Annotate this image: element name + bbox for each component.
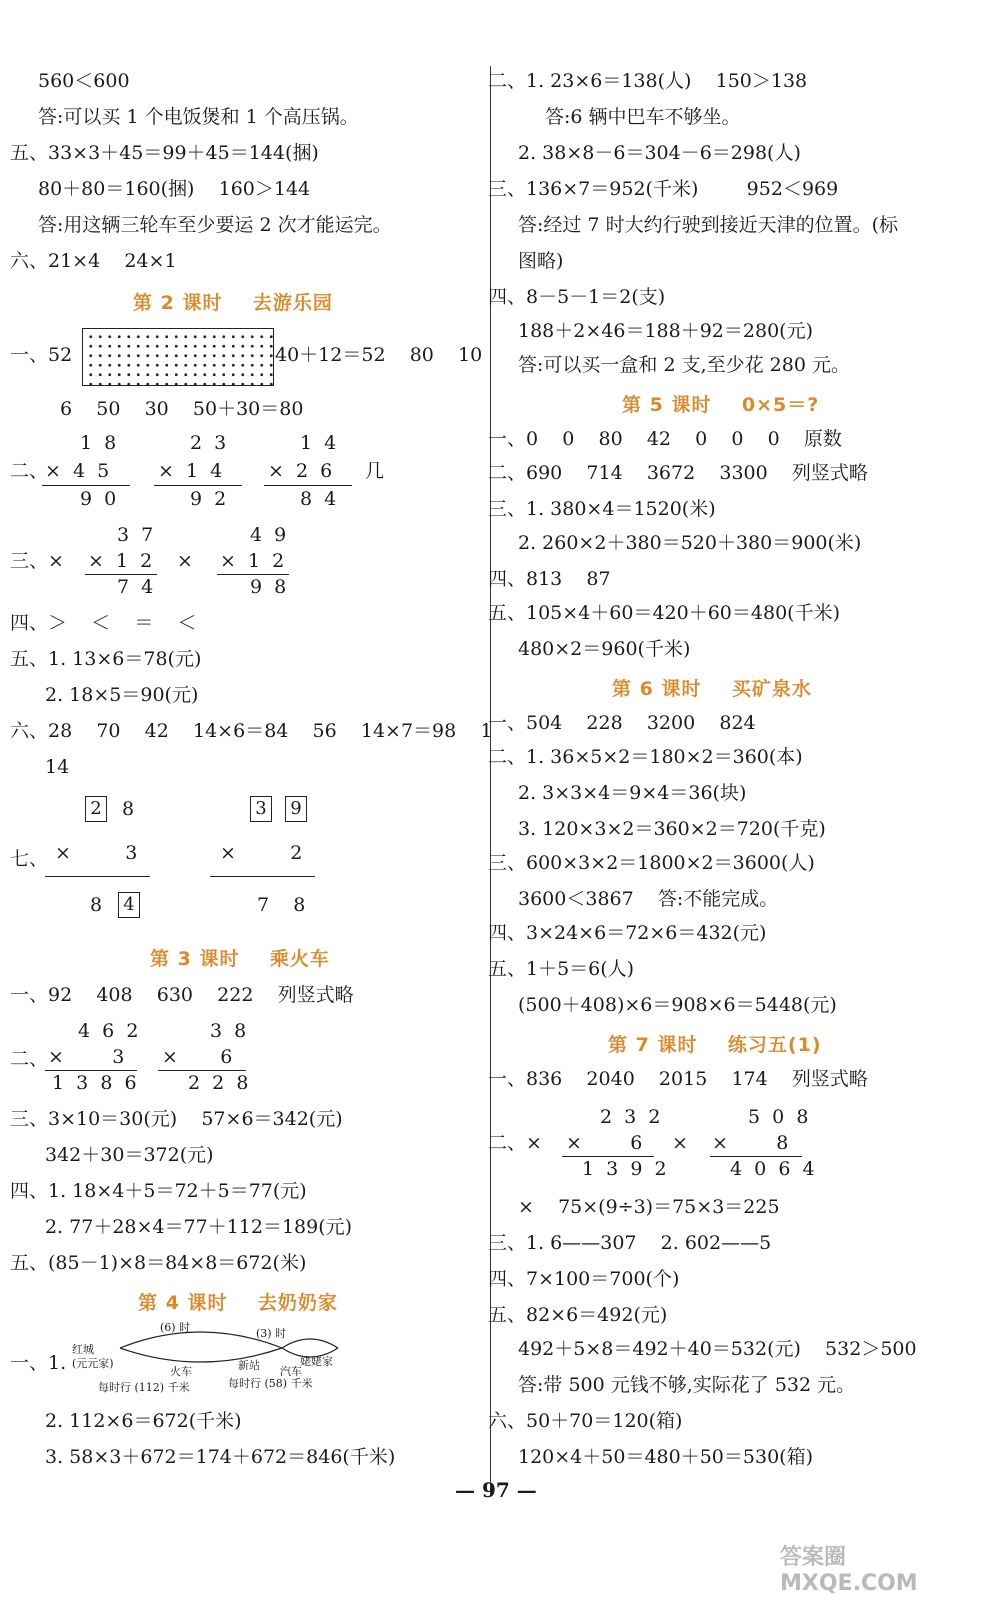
text-line: 三、1. 6——307 2. 602——5 xyxy=(488,1232,772,1254)
text-line: 五、82×6＝492(元) xyxy=(488,1304,668,1326)
text-line: 二、 xyxy=(10,460,49,482)
text-line: 2. 38×8－6＝304－6＝298(人) xyxy=(518,142,801,164)
text-line: × xyxy=(177,550,193,572)
text-line: 答:6 辆中巴车不够坐。 xyxy=(545,106,741,128)
text-line: 2. 260×2＋380＝520＋380＝900(米) xyxy=(518,532,862,554)
text-line: 答:可以买 1 个电饭煲和 1 个高压锅。 xyxy=(38,106,359,128)
text-line: 80＋80＝160(捆) 160＞144 xyxy=(38,178,311,200)
text-line: 答:经过 7 时大约行驶到接近天津的位置。(标 xyxy=(518,214,898,236)
page-number: — 97 — xyxy=(455,1478,537,1502)
section-heading: 第 2 课时 去游乐园 xyxy=(133,292,333,314)
text-line: 图略) xyxy=(518,250,564,272)
text-line: 342＋30＝372(元) xyxy=(45,1144,214,1166)
section-heading: 第 4 课时 去奶奶家 xyxy=(138,1292,338,1314)
text-line: 四、7×100＝700(个) xyxy=(488,1268,680,1290)
text-line: 2. 77＋28×4＝77＋112＝189(元) xyxy=(45,1216,353,1238)
text-line: 四、813 87 xyxy=(488,568,611,590)
text-line: 四、3×24×6＝72×6＝432(元) xyxy=(488,922,767,944)
text-line: 120×4＋50＝480＋50＝530(箱) xyxy=(518,1446,813,1468)
watermark-logo: 答案圈 MXQE.COM xyxy=(780,1545,918,1596)
text-line: 560＜600 xyxy=(38,70,130,92)
text-line: 一、0 0 80 42 0 0 0 原数 xyxy=(488,428,842,450)
text-line: 六、28 70 42 14×6＝84 56 14×7＝98 1 xyxy=(10,720,493,742)
text-line: 四、8－5－1＝2(支) xyxy=(488,286,666,308)
text-line: 492＋5×8＝492＋40＝532(元) 532＞500 xyxy=(518,1338,917,1360)
text-line: 五、1. 13×6＝78(元) xyxy=(10,648,202,670)
text-line: 三、600×3×2＝1800×2＝3600(人) xyxy=(488,852,815,874)
section-heading: 第 5 课时 0×5＝? xyxy=(622,394,820,416)
text-line: 几 xyxy=(365,460,385,482)
text-line: 3. 120×3×2＝360×2＝720(千克) xyxy=(518,818,826,840)
text-line: 答:用这辆三轮车至少要运 2 次才能运完。 xyxy=(38,214,392,236)
text-line: 三、1. 380×4＝1520(米) xyxy=(488,498,716,520)
section-heading: 第 7 课时 练习五(1) xyxy=(608,1034,822,1056)
text-line: 二、1. 36×5×2＝180×2＝360(本) xyxy=(488,746,803,768)
text-line: 五、33×3＋45＝99＋45＝144(捆) xyxy=(10,142,319,164)
text-line: 一、92 408 630 222 列竖式略 xyxy=(10,984,354,1006)
text-line: 答:可以买一盒和 2 支,至少花 280 元。 xyxy=(518,354,850,376)
text-line: 三、× xyxy=(10,550,64,572)
text-line: 一、504 228 3200 824 xyxy=(488,712,756,734)
text-line: 40＋12＝52 80 10 xyxy=(275,344,483,366)
text-line: 3. 58×3＋672＝174＋672＝846(千米) xyxy=(45,1446,396,1468)
text-line: 3600＜3867 答:不能完成。 xyxy=(518,888,779,910)
text-line: 二、1. 23×6＝138(人) 150＞138 xyxy=(488,70,808,92)
text-line: 三、136×7＝952(千米) 952＜969 xyxy=(488,178,839,200)
text-line: 七、 xyxy=(10,848,49,870)
text-line: 2. 3×3×4＝9×4＝36(块) xyxy=(518,782,747,804)
text-line: 480×2＝960(千米) xyxy=(518,638,691,660)
text-line: 答:带 500 元钱不够,实际花了 532 元。 xyxy=(518,1374,856,1396)
text-line: 6 50 30 50＋30＝80 xyxy=(60,398,304,420)
text-line: 2. 18×5＝90(元) xyxy=(45,684,199,706)
text-line: 五、1＋5＝6(人) xyxy=(488,958,635,980)
text-line: 四、＞ ＜ ＝ ＜ xyxy=(10,612,197,634)
text-line: 2. 112×6＝672(千米) xyxy=(45,1410,242,1432)
text-line: 五、(85－1)×8＝84×8＝672(米) xyxy=(10,1252,307,1274)
text-line: 一、1. xyxy=(10,1352,67,1374)
section-heading: 第 6 课时 买矿泉水 xyxy=(612,678,812,700)
text-line: 14 xyxy=(45,756,70,778)
text-line: × xyxy=(672,1132,688,1154)
text-line: (500＋408)×6＝908×6＝5448(元) xyxy=(518,994,837,1016)
text-line: 四、1. 18×4＋5＝72＋5＝77(元) xyxy=(10,1180,307,1202)
text-line: 二、× xyxy=(488,1132,542,1154)
section-heading: 第 3 课时 乘火车 xyxy=(150,948,330,970)
text-line: × 75×(9÷3)＝75×3＝225 xyxy=(518,1196,780,1218)
text-line: 六、21×4 24×1 xyxy=(10,250,177,272)
text-line: 二、690 714 3672 3300 列竖式略 xyxy=(488,462,868,484)
text-line: 188＋2×46＝188＋92＝280(元) xyxy=(518,320,813,342)
dot-array-figure xyxy=(82,328,274,386)
text-line: 一、836 2040 2015 174 列竖式略 xyxy=(488,1068,868,1090)
text-line: 六、50＋70＝120(箱) xyxy=(488,1410,683,1432)
text-line: 五、105×4＋60＝420＋60＝480(千米) xyxy=(488,602,840,624)
text-line: 二、 xyxy=(10,1048,49,1070)
text-line: 三、3×10＝30(元) 57×6＝342(元) xyxy=(10,1108,343,1130)
text-line: 一、52 xyxy=(10,344,73,366)
